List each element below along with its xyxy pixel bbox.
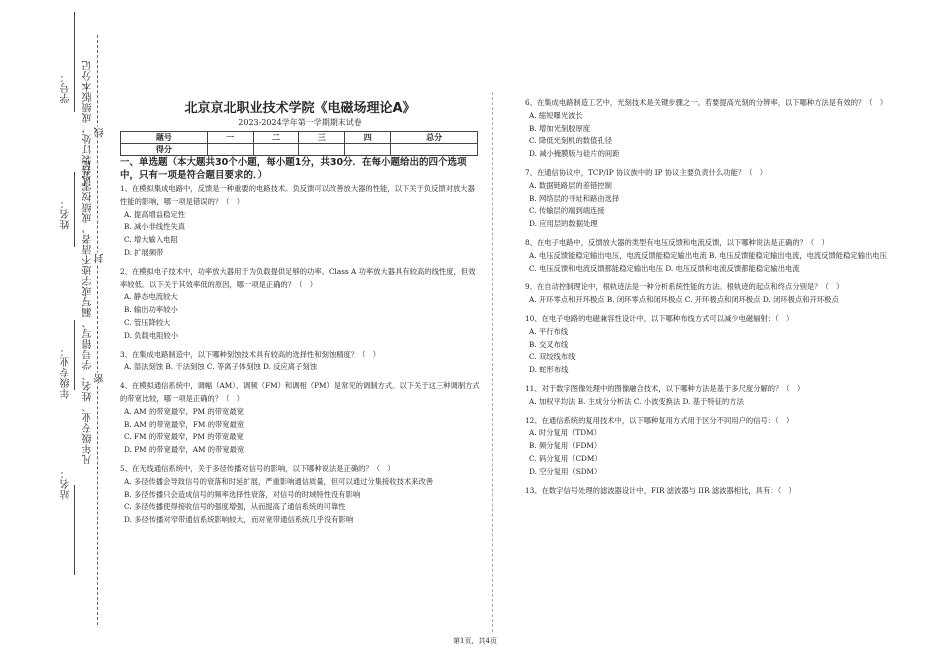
binding-dashed-line xyxy=(97,35,98,625)
answer-option: D. 蛇形布线 xyxy=(529,365,569,375)
answer-option: B. 输出功率较小 xyxy=(124,305,178,315)
answer-option: C. 双绞线布线 xyxy=(529,352,576,362)
question-item xyxy=(120,183,482,260)
answer-option: B. 频分复用（FDM） xyxy=(529,441,602,451)
score-header-cell: 二 xyxy=(253,132,299,144)
question-item xyxy=(525,485,887,498)
seal-mark-feng: 封 xyxy=(95,253,106,264)
question-stem: 12、在通信系统的复用技术中，以下哪种复用方式用于区分不同用户的信号：（ ） xyxy=(525,415,794,425)
site-label: 站名： xyxy=(61,468,72,500)
major-label: 年级专业： xyxy=(61,346,72,399)
answer-option: C. 增大输入电阻 xyxy=(124,235,178,245)
answer-option: A. 电压反馈能稳定输出电压，电流反馈能稳定输出电流 B. 电压反馈能稳定输出电流，电流反馈能稳定输出电压 C. 电压反馈和电流反馈都能稳定输出电压 D. 电压反馈和电流反馈都能稳定输出电流 xyxy=(529,250,887,273)
exam-subtitle: 2023-2024学年第一学期期末试卷 xyxy=(238,118,362,127)
question-stem: 3、在集成电路制造中，以下哪种刻蚀技术具有较高的选择性和刻蚀精度？（ ） xyxy=(120,349,381,359)
question-item xyxy=(120,349,482,375)
question-item xyxy=(525,383,887,409)
score-cell xyxy=(207,144,253,156)
question-stem: 8、在电子电路中，反馈放大器的类型有电压反馈和电流反馈，以下哪种说法是正确的？（ ） xyxy=(525,237,829,247)
score-table-score-row xyxy=(121,144,478,156)
answer-option: A. 数据链路层的差错控制 xyxy=(529,180,612,190)
answer-option: D. 负载电阻较小 xyxy=(124,330,179,340)
seal-mark-line: 线 xyxy=(95,127,106,138)
question-item xyxy=(120,266,482,343)
seal-mark-mi: 密 xyxy=(95,373,106,384)
column-divider xyxy=(492,92,493,632)
answer-option: B. 多径传播只会造成信号的频率选择性衰落，对信号的时域特性没有影响 xyxy=(124,489,361,499)
answer-option: D. PM 的带宽最窄，AM 的带宽最宽 xyxy=(124,445,245,455)
student-id-label: 学号： xyxy=(61,72,72,104)
name-label: 姓名： xyxy=(61,198,72,230)
answer-option: C. 多径传播使得接收信号的强度增强，从而提高了通信系统的可靠性 xyxy=(124,502,346,512)
answer-option: D. 减小掩膜版与硅片的间距 xyxy=(529,149,620,159)
question-stem: 9、在自动控制理论中，根轨迹法是一种分析系统性能的方法。根轨迹的起点和终点分别是？（ ） xyxy=(525,282,844,292)
answer-option: B. 交叉布线 xyxy=(529,339,569,349)
answer-option: A. AM 的带宽最窄，PM 的带宽最宽 xyxy=(124,406,244,416)
score-header-cell: 四 xyxy=(345,132,391,144)
question-stem: 4、在模拟通信系统中，调幅（AM）、调频（FM）和调相（PM）是常见的调制方式。以下关于这三种调制方式的带宽比较，哪一项是正确的？（ ） xyxy=(120,381,480,403)
score-row-label: 得分 xyxy=(121,144,208,156)
question-stem: 13、在数字信号处理的滤波器设计中，FIR 滤波器与 IIR 滤波器相比，具有：（ ） xyxy=(525,485,796,495)
answer-option: D. 空分复用（SDM） xyxy=(529,466,602,476)
answer-option: B. 减小非线性失真 xyxy=(124,222,186,232)
binding-name-line-1 xyxy=(74,12,75,112)
score-cell xyxy=(391,144,478,156)
question-stem: 6、在集成电路制造工艺中，光刻技术是关键步骤之一。若要提高光刻的分辨率，以下哪种方法是有效的？（ ） xyxy=(525,98,888,107)
question-item xyxy=(525,313,887,377)
binding-name-line-2 xyxy=(74,172,75,247)
answer-option: B. 增加光刻胶厚度 xyxy=(529,123,591,133)
score-header-cell: 题号 xyxy=(121,132,208,144)
question-column-left xyxy=(120,183,482,533)
exam-title: 北京京北职业技术学院《电磁场理论A》 xyxy=(184,101,416,116)
question-column-right xyxy=(525,97,887,503)
answer-option: D. 应用层的数据处理 xyxy=(529,219,598,229)
binding-name-line-3 xyxy=(74,320,75,390)
answer-option: B. 网络层的寻址和路由选择 xyxy=(529,193,620,203)
score-table xyxy=(120,131,478,156)
answer-option: C. FM 的带宽最窄，PM 的带宽最宽 xyxy=(124,432,244,442)
answer-option: C. 码分复用（CDM） xyxy=(529,453,602,463)
question-stem: 2、在模拟电子技术中，功率放大器用于为负载提供足够的功率。Class A 功率放大器具有较高的线性度，但效率较低。以下关于其效率低的原因，哪一项是正确的？（ ） xyxy=(120,266,476,289)
answer-option: A. 缩短曝光波长 xyxy=(529,110,583,120)
answer-option: A. 时分复用（TDM） xyxy=(529,428,601,438)
section-heading: 一、单选题（本大题共30个小题，每小题1分，共30分．在每小题给出的四个选项中，只有一项是符合题目要求的．） xyxy=(120,157,467,181)
answer-option: A. 提高增益稳定性 xyxy=(124,209,185,219)
question-item xyxy=(525,237,887,275)
question-stem: 11、对于数字图像处理中的图像融合技术，以下哪种方法是基于多尺度分解的？（ ） xyxy=(525,383,805,393)
question-item xyxy=(120,463,482,527)
question-stem: 10、在电子电路的电磁兼容性设计中，以下哪种布线方式可以减少电磁辐射：（ ） xyxy=(525,313,794,323)
score-header-cell: 一 xyxy=(207,132,253,144)
answer-option: B. AM 的带宽最窄，FM 的带宽最宽 xyxy=(124,419,245,429)
question-stem: 1、在模拟集成电路中，反馈是一种重要的电路技术。负反馈可以改善放大器的性能，以下关于负反馈对放大器性能的影响，哪一项是错误的？（ ） xyxy=(120,184,475,206)
page-footer: 第1页，共4页 xyxy=(453,637,497,645)
question-item xyxy=(525,415,887,479)
answer-option: A. 平行布线 xyxy=(529,326,569,336)
binding-name-line-4 xyxy=(74,485,75,575)
question-item xyxy=(525,167,887,231)
binding-warning-top: 试卷装订处，成绩版本分记 xyxy=(83,60,94,186)
answer-option: D. 扩展频带 xyxy=(124,247,164,257)
score-header-cell: 总分 xyxy=(391,132,478,144)
binding-warning-full: 凡年级专业、姓名、学号错写、漏写或字迹不清者，成绩按零分记 xyxy=(83,160,94,465)
question-item xyxy=(120,380,482,457)
score-table-header-row xyxy=(121,132,478,144)
answer-option: D. 多径传播对窄带通信系统影响较大，而对宽带通信系统几乎没有影响 xyxy=(124,515,354,525)
answer-option: A. 开环零点和开环极点 B. 闭环零点和闭环极点 C. 开环极点和闭环极点 D. 闭环极点和开环极点 xyxy=(529,295,839,305)
question-stem: 7、在通信协议中，TCP/IP 协议族中的 IP 协议主要负责什么功能？（ ） xyxy=(525,167,768,177)
answer-option: A. 静态电流较大 xyxy=(124,292,178,302)
question-stem: 5、在无线通信系统中，关于多径传播对信号的影响，以下哪种说法是正确的？（ ） xyxy=(120,463,395,473)
answer-option: A. 加权平均法 B. 主成分分析法 C. 小波变换法 D. 基于特征的方法 xyxy=(529,396,744,406)
answer-option: C. 降低光刻机的数值孔径 xyxy=(529,136,612,146)
score-header-cell: 三 xyxy=(299,132,345,144)
score-cell xyxy=(299,144,345,156)
answer-option: C. 管压降较大 xyxy=(124,317,171,327)
question-item xyxy=(525,281,887,307)
score-cell xyxy=(345,144,391,156)
answer-option: A. 多径传播会导致信号的衰落和时延扩展，严重影响通信质量，但可以通过分集接收技术来改善 xyxy=(124,476,434,486)
answer-option: C. 传输层的端到端连接 xyxy=(529,206,605,216)
score-cell xyxy=(253,144,299,156)
question-item xyxy=(525,97,887,161)
answer-option: A. 湿法刻蚀 B. 干法刻蚀 C. 等离子体刻蚀 D. 反应离子刻蚀 xyxy=(124,362,317,372)
